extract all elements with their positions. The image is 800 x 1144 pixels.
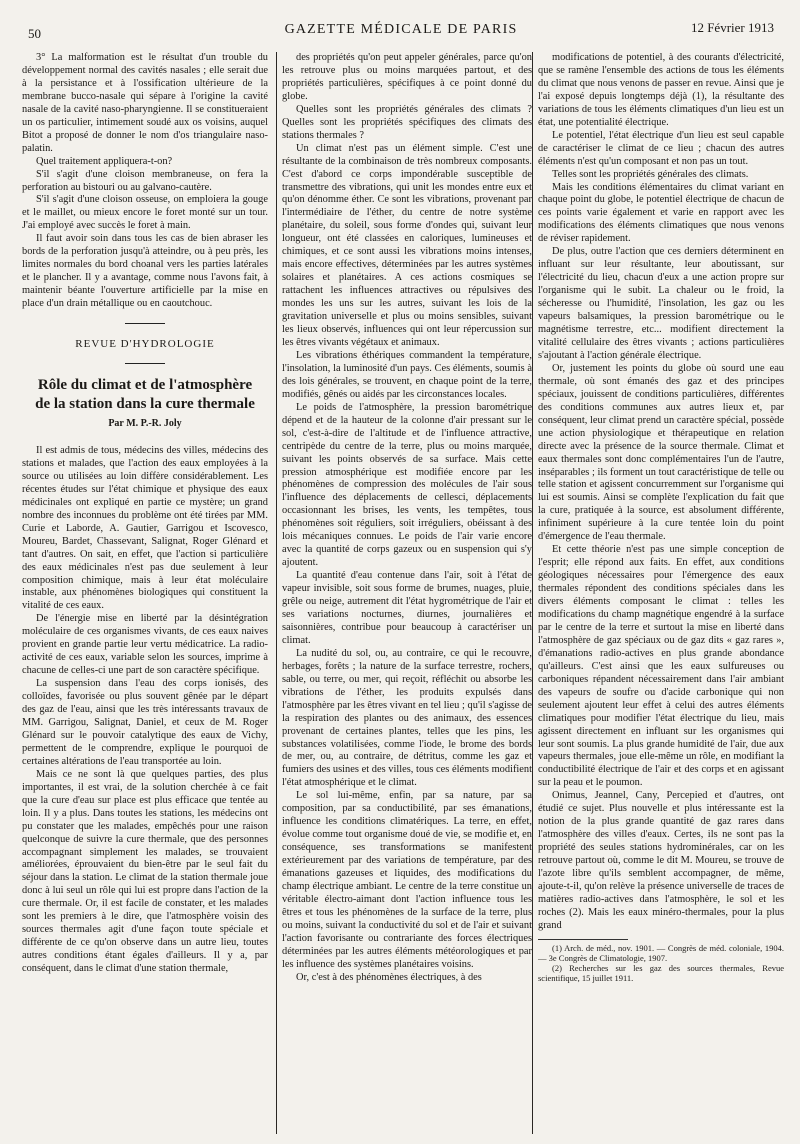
article-author: Par M. P.-R. Joly (108, 418, 182, 430)
paragraph: 3° La malformation est le résultat d'un trouble du développement normal des cavités nasales ; elle serait due à la persistance et à l'ossification ultérieure de la membrane bucco-nasale qui sépare à l'origine la cavité nasale de la cavité naso-pharyngienne. Il se constitueraient un os particulier, intimement soudé aux os voisins, auquel Bitot a proposé de donner le nom d'os triangulaire naso-palatin. (22, 52, 268, 154)
paragraph: Or, c'est à des phénomènes électriques, à des (296, 971, 482, 983)
page-number: 50 (28, 26, 41, 41)
paragraph: Onimus, Jeannel, Cany, Percepied et d'autres, ont étudié ce sujet. Plus nouvelle et plus intéressante est la notion de la plus grande quantité de gaz rares dans l'atmosphère des villes d'eaux. Certes, ils ne sont pas la propriété des seules stations hydrominérales, car on les retrouve partout où, comme le dit M. Moureu, se trouve de l'azote libre qu'ils semblent accompagner, de même, ajoute-t-il, qu'on relève la présence universelle de traces de matières radio-actives dans l'atmosphère, le sol et les roches (2). Mais les eaux minéro-thermales, pour la plus grand (538, 790, 784, 931)
page-header (28, 20, 774, 42)
paragraph: La nudité du sol, ou, au contraire, ce qui le recouvre, herbages, forêts ; la nature de la surface terrestre, rochers, sable, ou terre, ou mer, qui reçoit, réfléchit ou absorbe les vibrations de l'éther, les produits expulsés dans l'atmosphère par les êtres vivant en tel lieu ; qu'il s'agisse de la respiration des plantes ou des animaux, des essences provenant de certaines plantes, telles que les pins, les substances volatilisées, comme l'iode, le brome des bords de mer, ou, au contraire, de détritus, comme les gaz et fumiers des usines et des villes, tous ces éléments modifient l'état atmosphérique et le climat. (282, 647, 532, 789)
paragraph: Telles sont les propriétés générales des climats. (552, 168, 749, 180)
paragraph: De l'énergie mise en liberté par la désintégration moléculaire de ces organismes vivants, de ces eaux naives provient en grande partie leur vertu médicatrice. La radio-activité de ces eaux, variable selon les sources, imprime à chacune de celles-ci une part de son caractère spécifique. (22, 613, 268, 677)
paragraph: Mais ce ne sont là que quelques parties, des plus importantes, il est vrai, de la solution cherchée à ce fait que la cure d'eau sur place est plus efficace que tentée au loin. Il y a plus. Dans toutes les stations, les médecins ont pu constater que les malades, empêchés pour une raison quelconque de suivre la cure thermale, que des personnes accompagnant simplement les malades, se trouvaient améliorées, éprouvaient du bien-être par le seul fait du séjour dans la station. Le climat de la station thermale joue donc à lui seul un rôle qui lui est propre dans l'action de la cure thermale. Or, il est facile de constater, et les malades sont les premiers à le dire, que l'atmosphère voisin des sources thermales agit d'une façon toute spéciale et différente de ce qu'on observe dans un autre lieu, toutes autres conditions étant égales d'ailleurs. Il y a, par conséquent, dans le climat d'une station thermale, (22, 768, 268, 975)
paragraph: Et cette théorie n'est pas une simple conception de l'esprit; elle répond aux faits. En effet, aux conditions géologiques nécessaires pour l'émergence des eaux thermales répondent des conditions spéciales dans les divers éléments composant le climat : telles les modifications du champ magnétique engendré à la surface par le centre de la terre et surtout la mise en liberté dans l'atmosphère de gaz spéciaux ou de gaz dits « gaz rares », d'émanations radio-actives en plus grande abondance qu'ailleurs. C'est ainsi que les eaux sulfureuses ou carboniques répandent nécessairement dans l'air ambiant des vapeurs de soufre ou d'acide carbonique qui non seulement ajoutent leur effet à celui des autres éléments climatiques pour modifier l'état électrique du lieu, mais agissent directement en influant sur les organismes qui leur sont soumis. La plus grande humidité de l'air, due aux vapeurs thermales, joue elle-même un rôle, en modifiant la conductibilité électrique de l'air et des corps et en agissant sur la peau et le poumon. (538, 544, 784, 789)
paragraph: Mais les conditions élémentaires du climat variant en chaque point du globe, le potentiel électrique de chacun de ces points varie également et varie en rapport avec les modifications des éléments climatiques que nous venons de réviser rapidement. (538, 181, 784, 245)
paragraph: Il faut avoir soin dans tous les cas de bien abraser les bords de la perforation jusqu'à atteindre, ou à peu près, les limites normales du bord choanal vers les parties latérales et le plancher. Il y a avantage, comme nous l'avons fait, à maintenir béante l'ouverture artificielle par la mise en place d'un drain métallique ou en caoutchouc. (22, 233, 268, 310)
paragraph: De plus, outre l'action que ces derniers déterminent en influant sur leur résultante, leur aboutissant, sur l'électricité du lieu, chacun d'eux a une action propre sur l'organisme qui le subit. La chaleur ou le froid, la sécheresse ou l'humidité, l'insolation, les gaz ou les vapeurs balsamiques, la pression barométrique ou le magnétisme terrestre, etc... modifient directement la vitalité cellulaire des êtres vivants ; actions particulières s'ajoutant à l'action générale électrique. (538, 246, 784, 361)
article-title-line: de la station dans la cure thermale (35, 396, 255, 413)
article-title (22, 376, 268, 414)
issue-date: 12 Février 1913 (690, 20, 774, 35)
paragraph: Le sol lui-même, enfin, par sa nature, par sa composition, par sa conductibilité, par ses émanations, influence les conditions climatériques. La terre, en effet, évolue comme tout organisme doué de vie, se modifie et, en conséquence, ses transformations se manifestent extérieurement par des variations de température, par des émanations gazeuses et liquides, des modifications du champ électrique ambiant. Le centre de la terre constitue un véritable électro-aimant dont l'action influence tous les êtres et tous les phénomènes de la surface de la terre, plus ou moins, suivant la conductivité du sol et de l'air et suivant l'action favorisante ou contrariante des forces électriques déterminées par les autres éléments météorologiques et par les influence des systèmes planétaires voisins. (282, 790, 532, 970)
footnote-divider (538, 939, 628, 940)
journal-title: GAZETTE MÉDICALE DE PARIS (284, 22, 518, 37)
footnote: (2) Recherches sur les gaz des sources thermales, Revue scientifique, 15 juillet 1911. (538, 962, 784, 983)
paragraph: Un climat n'est pas un élément simple. C'est une résultante de la combinaison de très nombreux composants. C'est d'abord ce corps impondérable susceptible de transmettre des vibrations, qui unit les mondes entre eux et qu'on dénomme éther. Ce sont les vibrations, provenant par l'intermédiaire de l'éther, du centre de notre système planétaire, du soleil, sous forme d'ondes qui, suivant leur longueur, ont été classées en caloriques, lumineuses et chimiques, et ce sont aussi les vibrations moins intenses, mais encore effectives, déterminées par les autres systèmes solaires et planétaires. A ces actions cosmiques se rattachent les influences attractives ou répulsives des mondes les uns sur les autres, suivant les lois de la gravitation universelle et plus ou moins sensibles, suivant les lieux observés, influences qui ont leur répercussion sur les êtres vivants végétaux et animaux. (282, 142, 532, 348)
column-2 (282, 52, 532, 1140)
column-1 (22, 52, 268, 1140)
column-divider (276, 52, 277, 1134)
paragraph: Or, justement les points du globe où sourd une eau thermale, où sont émanés des gaz et des principes spéciaux, jouissent de conditions particulières, différentes des conditions communes aux autres lieux et, par conséquent, leur climat prend un caractère spécial, possède une action physiologique et thérapeutique en relation directe avec la présence de la source thermale. Climat et eaux thermales sont donc complémentaires l'un de l'autre, inséparables ; ils forment un tout caractéristique de telle ou telle station et agissent concurremment sur l'organisme qui lui est soumis. Ainsi se complète l'explication du fait que la cure, pratiquée à la source, est absolument différente, infiniment supérieure à la cure tentée loin du point d'émergence de l'eau thermale. (538, 362, 784, 543)
paragraph: S'il s'agit d'une cloison osseuse, on emploiera la gouge et le maillet, ou mieux encore le foret monté sur un tour. J'ai employé avec succès le foret à main. (22, 194, 268, 232)
article-title-line: Rôle du climat et de l'atmosphère (37, 377, 253, 394)
footnote: (1) Arch. de méd., nov. 1901. — Congrès de méd. coloniale, 1904. — 3e Congrès de Climatologie, 1907. (538, 942, 784, 963)
column-divider (532, 52, 533, 1134)
paragraph: modifications de potentiel, à des courants d'électricité, que se ramène l'ensemble des actions de tous les éléments du climat que nous venons de passer en revue. Ainsi que je l'ai exposé depuis longtemps déjà (1), la résultante des variations de tous les éléments climatiques d'un lieu est un état, une potentialité électrique. (538, 52, 784, 128)
paragraph: Le poids de l'atmosphère, la pression barométrique dépend et de la hauteur de la colonne d'air pressant sur le sol, c'est-à-dire de l'altitude et de l'influence attractive, centripède du centre de la terre, plus ou moins marquée, suivant les points observés de sa surface. Mais cette pression atmosphérique est modifiée encore par les phénomènes de compression des molécules de l'air sous l'influence des déplacements de cellesci, déplacements occasionnant les brises, les vents, les tempêtes, tous phénomènes soit réguliers, soit irréguliers, obéissant à des lois mécaniques connues. Le poids de l'air varie encore avec la quantité de corps gazeux ou en suspension qui s'y ajoutent. (282, 401, 532, 569)
paragraph: Les vibrations éthériques commandent la température, l'insolation, la luminosité d'un pays. Ces éléments, soumis à des lois générales, se trouvent, en chaque point de la terre, modifiés, gênés ou aidés par les circonstances locales. (282, 349, 532, 400)
paragraph: La quantité d'eau contenue dans l'air, soit à l'état de vapeur invisible, soit sous forme de brumes, nuages, pluie, grêle ou neige, autrement dit l'état hygrométrique de l'air et ses variations nocturnes, diurnes, journalières et saisonnières, contribue pour beaucoup à caractériser un climat. (282, 570, 532, 646)
section-divider (125, 363, 165, 364)
paragraph: S'il s'agit d'une cloison membraneuse, on fera la perforation au bistouri ou au galvano-cautère. (22, 168, 268, 193)
section-divider (125, 323, 165, 324)
column-3 (538, 52, 784, 1140)
paragraph: La suspension dans l'eau des corps ionisés, des colloïdes, favorisée ou plus souvent gênée par le départ des gaz de l'eau, ainsi que les très intéressants travaux de MM. Garrigou, Salignat, Daniel, et ceux de M. Roger Glénard sur le pouvoir catalytique des eaux de Vichy, permettent de le comprendre, explique le pourquoi de certaines altérations de l'eau transportée au loin. (22, 678, 268, 767)
paragraph: Il est admis de tous, médecins des villes, médecins des stations et malades, que l'action des eaux employées à la source ou utilisées au loin diffère considérablement. Les récentes études sur l'état chimique et physique des eaux médicinales ont expliqué en partie ce mystère; un grand nombre des inconnues du problème ont été tirées par MM. Curie et Laborde, A. Gautier, Garrigou et Iscovesco, Moureu, Bardet, Chassevant, Salignat, Roger Glénard et tant d'autres. On sait, en effet, que l'action si particulière des eaux médicinales n'est pas due seulement à leur composition chimique, mais à leur état moléculaire instable, aux phénomènes biologiques qui constituent la vitalité de ces eaux. (22, 444, 268, 612)
paragraph: Le potentiel, l'état électrique d'un lieu est seul capable de caractériser le climat de ce lieu ; chacun des autres éléments n'est qu'un composant et non pas un tout. (538, 129, 784, 167)
paragraph: Quelles sont les propriétés générales des climats ? Quelles sont les propriétés spécifiques des climats des stations thermales ? (282, 103, 532, 141)
section-heading: REVUE D'HYDROLOGIE (75, 338, 215, 351)
paragraph: Quel traitement appliquera-t-on? (36, 155, 173, 167)
paragraph: des propriétés qu'on peut appeler générales, parce qu'on les retrouve plus ou moins marquées partout, et des propriétés particulières, spécifiques à ce point donné du globe. (282, 52, 532, 102)
